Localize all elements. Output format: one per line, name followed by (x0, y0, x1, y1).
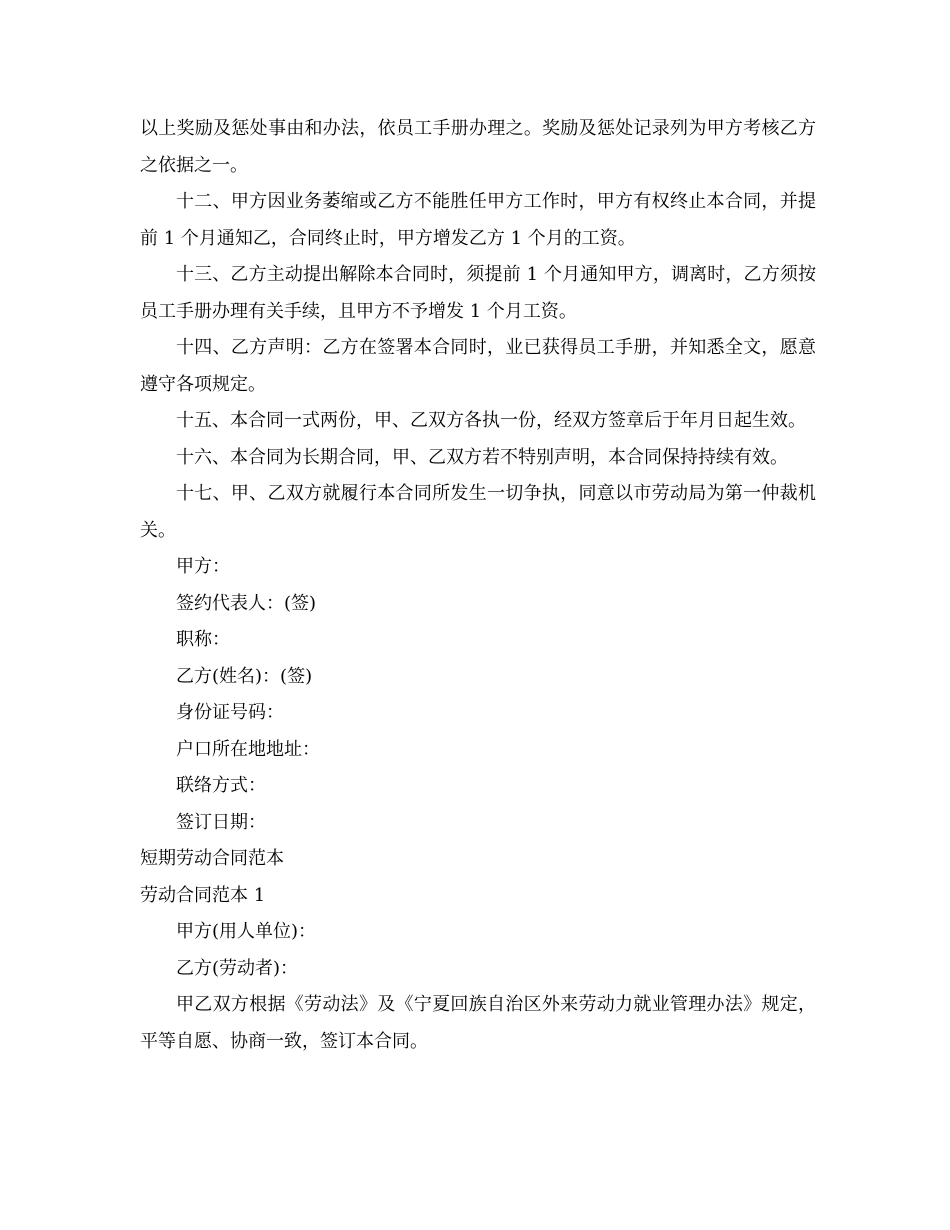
clause-17: 十七、甲、乙双方就履行本合同所发生一切争执，同意以市劳动局为第一仲裁机关。 (140, 483, 816, 541)
employee-label: 乙方(劳动者)： (176, 957, 299, 979)
job-title-label: 职称： (176, 629, 230, 650)
clause-16: 十六、本合同为长期合同，甲、乙双方若不特别声明，本合同保持持续有效。 (176, 446, 788, 468)
clause-14: 十四、乙方声明：乙方在签署本合同时，业已获得员工手册，并知悉全文，愿意遵守各项规定。 (140, 337, 816, 395)
section-heading: 短期劳动合同范本 (140, 848, 284, 869)
template-title: 劳动合同范本 1 (140, 884, 266, 906)
id-number-label: 身份证号码： (176, 702, 284, 723)
signing-representative-label: 签约代表人：(签) (176, 592, 317, 614)
household-address-label: 户口所在地地址： (176, 738, 320, 760)
clause-13: 十三、乙方主动提出解除本合同时，须提前 1 个月通知甲方，调离时，乙方须按员工手册办理有关手续，且甲方不予增发 1 个月工资。 (140, 264, 816, 322)
document-body (140, 111, 816, 1060)
clause-15: 十五、本合同一式两份，甲、乙双方各执一份，经双方签章后于年月日起生效。 (176, 410, 806, 431)
contract-preamble: 甲乙双方根据《劳动法》及《宁夏回族自治区外来劳动力就业管理办法》规定，平等自愿、协商一致，签订本合同。 (140, 994, 816, 1052)
party-b-name-label: 乙方(姓名)：(签) (176, 665, 313, 687)
employer-label: 甲方(用人单位)： (176, 921, 317, 942)
clause-12: 十二、甲方因业务萎缩或乙方不能胜任甲方工作时，甲方有权终止本合同，并提前 1 个月通知乙，合同终止时，甲方增发乙方 1 个月的工资。 (140, 191, 816, 249)
party-a-label: 甲方： (176, 556, 230, 577)
paragraph-rewards-note: 以上奖励及惩处事由和办法，依员工手册办理之。奖励及惩处记录列为甲方考核乙方之依据之一。 (140, 118, 816, 176)
contact-label: 联络方式： (176, 775, 266, 796)
signing-date-label: 签订日期： (176, 811, 266, 833)
